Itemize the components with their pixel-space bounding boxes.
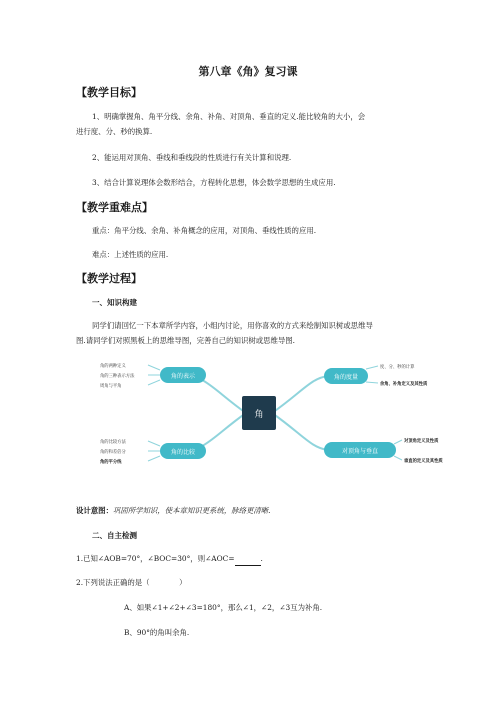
question-1-end: . — [260, 554, 263, 563]
left-bottom-item-1: 角的比较方法 — [100, 440, 126, 445]
right-bottom-item-1: 对顶角定义及性质 — [404, 439, 439, 444]
option-a: A、如果∠1+∠2+∠3=180°，那么∠1，∠2，∠3互为补角. — [124, 603, 323, 612]
design-intent-text: 巩固所学知识，使本章知识更系统，脉络更清晰. — [112, 506, 271, 515]
key-focus: 重点：角平分线、余角、补角概念的应用，对顶角、垂线性质的应用. — [92, 226, 317, 235]
right-top-item-2: 余角、补角定义及其性质 — [380, 382, 428, 387]
mind-map-center-label: 角 — [254, 410, 264, 420]
section-heading-process: 【教学过程】 — [76, 272, 142, 285]
connector-right-bottom — [272, 413, 328, 450]
design-intent — [76, 505, 271, 516]
left-bottom-item-3: 角的平分线 — [100, 460, 122, 465]
key-difficulty: 难点：上述性质的应用. — [92, 250, 169, 259]
question-2: 2.下列说法正确的是（ ） — [76, 578, 187, 587]
goal-3: 3、结合计算说理体会数形结合，方程转化思想，体会数学思想的生成应用. — [92, 178, 336, 187]
goal-1-line-2: 进行度、分、秒的换算. — [76, 127, 153, 136]
mind-map — [96, 352, 443, 474]
goal-1-line-1: 1、明确掌握角、角平分线、余角、补角、对顶角、垂直的定义.能比较角的大小，会 — [92, 112, 366, 121]
answer-blank[interactable] — [235, 557, 261, 566]
left-top-item-1: 角的两种定义 — [100, 364, 126, 369]
node-vertical-angles-perpendicular-label: 对顶角与垂直 — [341, 448, 379, 455]
left-bottom-links — [148, 441, 160, 461]
section-heading-goals: 【教学目标】 — [76, 86, 142, 99]
left-top-item-2: 角的三种表示方法 — [100, 374, 135, 379]
node-angle-comparison-label: 角的比较 — [170, 449, 196, 456]
option-b: B、90°的角叫余角. — [124, 628, 190, 637]
right-top-item-1: 度、分、秒的计算 — [380, 365, 415, 370]
left-top-links — [148, 365, 160, 385]
node-angle-representation-label: 角的表示 — [170, 373, 196, 380]
question-1 — [76, 551, 263, 566]
page-title: 第八章《角》复习课 — [198, 65, 298, 78]
intro-line-2: 图.请同学们对照黑板上的思维导图，完善自己的知识树或思维导图. — [76, 336, 296, 345]
question-1-text: 1.已知∠AOB=70°，∠BOC=30°，则∠AOC= — [76, 554, 235, 563]
left-top-item-3: 周角与平角 — [100, 384, 122, 389]
left-bottom-item-2: 角的和差倍分 — [100, 450, 126, 455]
goal-2: 2、能运用对顶角、垂线和垂线段的性质进行有关计算和说理. — [92, 153, 292, 162]
intro-line-1: 同学们请回忆一下本章所学内容，小组内讨论，用你喜欢的方式来绘制知识树或思维导 — [92, 321, 373, 330]
subheading-knowledge-construction: 一、知识构建 — [92, 298, 137, 307]
connector-right-top — [272, 376, 328, 413]
design-intent-label: 设计意图： — [76, 506, 113, 515]
right-bottom-item-2: 垂直的定义及其性质 — [404, 459, 443, 464]
section-heading-key-points: 【教学重难点】 — [76, 201, 153, 214]
subheading-self-check: 二、自主检测 — [92, 531, 137, 540]
node-angle-measurement-label: 角的度量 — [333, 374, 359, 381]
